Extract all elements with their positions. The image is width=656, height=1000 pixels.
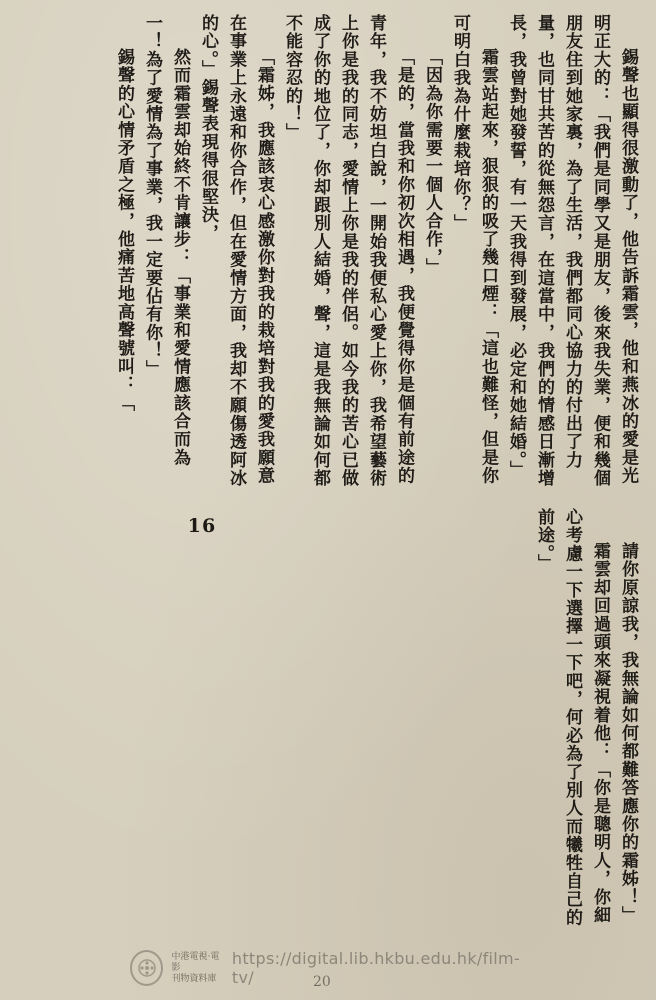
logo-line-1: 中港電視‧電影 bbox=[171, 951, 220, 973]
page-number: 20 bbox=[313, 974, 331, 990]
paragraph: 然而霜雲却始終不肯讓步：「事業和愛情應該合而為一！為了愛情為了事業，我一定要佔有你！」 bbox=[142, 14, 190, 467]
film-reel-icon bbox=[137, 958, 157, 978]
logo-line-2: 刊物資料庫 bbox=[171, 973, 217, 984]
paragraph: 「是的，當我和你初次相遇，我便覺得你是個有前途的青年，我不妨坦白說，一開始我便私心愛上你，我希望藝術上你是我的同志，愛情上你是我的伴侶。如今我的苦心已做成了你的地位了，你却跟別人結婚，聲，這是我無論如何都不能容忍的！」 bbox=[282, 14, 414, 488]
paragraph: 「因為你需要一個人合作，」 bbox=[422, 48, 442, 277]
section-number: 16 bbox=[187, 515, 217, 537]
paragraph: 霜雲却回過頭來凝視着他：「你是聰明人，你細心考慮一下選擇一下吧，何必為了別人而犧牲自己的前途。」 bbox=[534, 508, 610, 927]
paragraph: 霜雲站起來，狠狠的吸了幾口煙：「這也難怪，但是你可明白我為什麼栽培你？」 bbox=[450, 14, 498, 485]
bottom-text-column-block bbox=[10, 508, 642, 938]
paragraph: 錫聲也顯得很激動了，他告訴霜雲，他和燕冰的愛是光明正大的：「我們是同學又是朋友，後來我失業，便和幾個朋友住到她家裏，為了生活，我們都同心協力的付出了力量，也同甘共苦的從無怨言，在這當中，我們的情感日漸增長，我曾對她發誓，有一天我得到發展，必定和她結婚。」 bbox=[506, 14, 638, 488]
section-number-16 bbox=[0, 508, 530, 938]
archive-logo-text bbox=[171, 952, 223, 985]
source-url[interactable]: https://digital.lib.hkbu.edu.hk/film-tv/ bbox=[231, 949, 520, 987]
top-text-column-block bbox=[10, 14, 642, 492]
paragraph: 錫聲的心情矛盾之極，他痛苦地高聲號叫：「 bbox=[114, 48, 134, 412]
paragraph: 請你原諒我，我無論如何都難答應你的霜姊！」 bbox=[618, 542, 638, 925]
archive-logo-icon bbox=[130, 950, 163, 986]
paragraph: 「霜姊，我應該衷心感激你對我的栽培對我的愛我願意在事業上永遠和你合作，但在愛情方面，我却不願傷透阿冰的心。」錫聲表現得很堅決， bbox=[198, 14, 274, 488]
